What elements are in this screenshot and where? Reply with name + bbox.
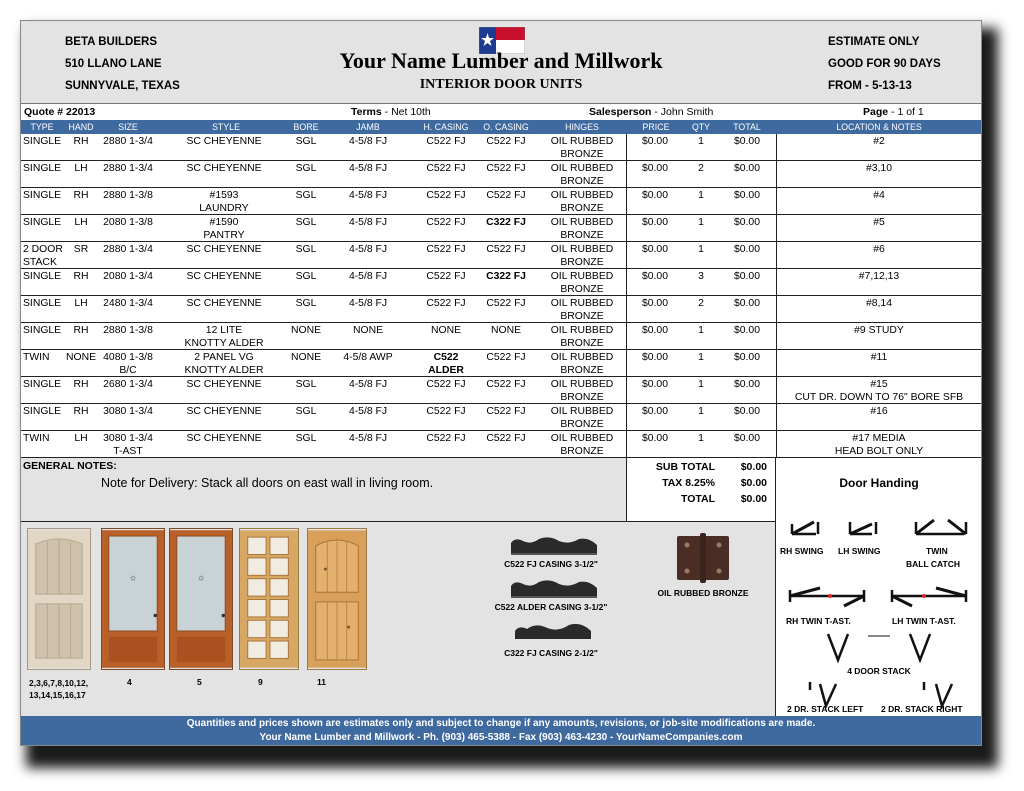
table-row-6 xyxy=(21,269,981,296)
cell-hand: RH xyxy=(73,379,89,390)
door-handing-panel xyxy=(775,458,981,716)
svg-text:✿: ✿ xyxy=(198,574,204,583)
cell-qty: 1 xyxy=(698,217,704,228)
cell-bore: SGL xyxy=(295,298,317,309)
cell-bore: SGL xyxy=(295,244,317,255)
cell-qty: 1 xyxy=(698,379,704,390)
cell-type: SINGLE xyxy=(23,136,62,147)
cell-price: $0.00 xyxy=(641,163,668,174)
terms-label: Terms xyxy=(351,106,382,118)
cell-bore: SGL xyxy=(295,217,317,228)
rh-twin-label: RH TWIN T-AST. xyxy=(786,616,851,626)
cell-hcasing: C522 ALDER xyxy=(428,352,464,376)
ball-catch-label: BALL CATCH xyxy=(906,559,960,569)
twin-astragal-diagram-icon xyxy=(784,582,974,610)
table-header xyxy=(21,120,981,134)
cell-price: $0.00 xyxy=(641,244,668,255)
cell-hcasing: NONE xyxy=(430,325,462,336)
cell-hcasing: C522 FJ xyxy=(426,433,466,444)
col-hand: HAND xyxy=(68,122,94,132)
cell-bore: SGL xyxy=(295,433,317,444)
cell-hinges: OIL RUBBED BRONZE xyxy=(550,406,614,430)
cell-price: $0.00 xyxy=(641,190,668,201)
four-door-stack-label: 4 DOOR STACK xyxy=(847,666,911,676)
glass-lite xyxy=(248,558,266,575)
page-value: - 1 of 1 xyxy=(888,106,924,118)
cell-jamb: NONE xyxy=(352,325,384,336)
cell-divider xyxy=(626,242,627,269)
cell-size: 2880 1-3/4 xyxy=(103,163,153,174)
glass-lite xyxy=(248,599,266,616)
table-row-1 xyxy=(21,134,981,161)
cell-hinges: OIL RUBBED BRONZE xyxy=(550,217,614,241)
cell-style: 2 PANEL VG KNOTTY ALDER xyxy=(184,352,264,376)
cell-hcasing: C522 FJ xyxy=(426,163,466,174)
cell-qty: 2 xyxy=(698,298,704,309)
cell-divider xyxy=(626,323,627,350)
cell-divider xyxy=(626,269,627,296)
rh-swing-label: RH SWING xyxy=(780,546,824,556)
cell-size: 2880 1-3/4 xyxy=(103,136,153,147)
cell-style: SC CHEYENNE xyxy=(186,298,262,309)
cell-style: SC CHEYENNE xyxy=(186,406,262,417)
door-photo-2-panel xyxy=(307,528,367,670)
cell-hand: RH xyxy=(73,406,89,417)
cell-ocasing: C322 FJ xyxy=(486,217,526,228)
footer xyxy=(21,716,981,746)
glass-lite xyxy=(270,620,288,637)
footer-disclaimer: Quantities and prices shown are estimates only and subject to change if any amounts, revisions, or job-site modifications are made. xyxy=(186,718,816,729)
cell-type: SINGLE xyxy=(23,217,62,228)
door-label-cheyenne xyxy=(29,677,88,701)
cell-divider xyxy=(626,404,627,431)
estimate-line-1: ESTIMATE ONLY xyxy=(828,36,920,48)
cell-notes: #16 xyxy=(870,406,888,417)
cell-size: 3080 1-3/4 xyxy=(103,406,153,417)
cell-total: $0.00 xyxy=(733,244,760,255)
cell-hinges: OIL RUBBED BRONZE xyxy=(550,352,614,376)
cell-type: SINGLE xyxy=(23,325,62,336)
lh-swing-label: LH SWING xyxy=(838,546,881,556)
estimate-line-2: GOOD FOR 90 DAYS xyxy=(828,58,941,70)
door-photo-laundry xyxy=(101,528,165,670)
cell-qty: 1 xyxy=(698,244,704,255)
cell-jamb: 4-5/8 FJ xyxy=(348,433,388,444)
svg-text:✿: ✿ xyxy=(130,574,136,583)
cell-hcasing: C522 FJ xyxy=(426,298,466,309)
glass-lite xyxy=(248,579,266,596)
cell-hcasing: C522 FJ xyxy=(426,136,466,147)
table-row-12 xyxy=(21,431,981,458)
twin-label: TWIN xyxy=(926,546,948,556)
cell-hinges: OIL RUBBED BRONZE xyxy=(550,163,614,187)
cell-jamb: 4-5/8 FJ xyxy=(348,217,388,228)
cell-type: SINGLE xyxy=(23,379,62,390)
cell-size: 2080 1-3/8 xyxy=(103,217,153,228)
general-notes-text: Note for Delivery: Stack all doors on east wall in living room. xyxy=(101,476,434,490)
col-total: TOTAL xyxy=(733,122,761,132)
cell-notes: #7,12,13 xyxy=(858,271,900,282)
cell-qty: 1 xyxy=(698,136,704,147)
casing-label-c322-fj: C322 FJ CASING 2-1/2" xyxy=(504,648,598,658)
cell-bore: SGL xyxy=(295,163,317,174)
cell-qty: 1 xyxy=(698,352,704,363)
estimate-line-3: FROM - 5-13-13 xyxy=(828,80,912,92)
cell-qty: 1 xyxy=(698,406,704,417)
cell-size: 3080 1-3/4 T-AST xyxy=(103,433,153,457)
cell-ocasing: C522 FJ xyxy=(486,190,526,201)
four-door-stack-icon xyxy=(824,630,934,664)
cell-qty: 3 xyxy=(698,271,704,282)
cell-hand: NONE xyxy=(65,352,97,363)
door-handing-title: Door Handing xyxy=(839,476,919,490)
glass-lite xyxy=(270,599,288,616)
col-qty: QTY xyxy=(691,122,711,132)
salesperson-label: Salesperson xyxy=(589,106,652,118)
cell-type: TWIN xyxy=(23,433,50,444)
company-street: 510 LLANO LANE xyxy=(65,58,162,70)
cell-type: SINGLE xyxy=(23,271,62,282)
col-price: PRICE xyxy=(642,122,670,132)
cell-bore: SGL xyxy=(295,190,317,201)
col-location-notes: LOCATION & NOTES xyxy=(836,122,922,132)
door-photo-12-lite xyxy=(239,528,299,670)
cell-jamb: 4-5/8 FJ xyxy=(348,271,388,282)
door-photo-cheyenne xyxy=(27,528,91,670)
casing-label-c522-alder: C522 ALDER CASING 3-1/2" xyxy=(494,602,608,612)
cell-price: $0.00 xyxy=(641,406,668,417)
cell-ocasing: C522 FJ xyxy=(486,244,526,255)
stack-left-label: 2 DR. STACK LEFT xyxy=(787,704,864,714)
cell-notes: #4 xyxy=(873,190,885,201)
cell-jamb: 4-5/8 FJ xyxy=(348,379,388,390)
cell-hand: RH xyxy=(73,325,89,336)
table-row-9 xyxy=(21,350,981,377)
cell-price: $0.00 xyxy=(641,298,668,309)
cell-notes: #5 xyxy=(873,217,885,228)
door-label-line-2: 13,14,15,16,17 xyxy=(29,690,86,700)
cell-style: SC CHEYENNE xyxy=(186,379,262,390)
cell-price: $0.00 xyxy=(641,136,668,147)
cell-notes: #8,14 xyxy=(865,298,892,309)
page-subtitle: INTERIOR DOOR UNITS xyxy=(419,77,583,92)
table-row-10 xyxy=(21,377,981,404)
salesperson xyxy=(589,106,713,118)
swing-diagram-icon xyxy=(784,510,974,538)
general-notes-label: GENERAL NOTES: xyxy=(23,460,117,472)
door-label-2-panel: 11 xyxy=(317,677,326,687)
cell-notes: #6 xyxy=(873,244,885,255)
stack-right-label: 2 DR. STACK RIGHT xyxy=(881,704,963,714)
casing-label-c522-fj: C522 FJ CASING 3-1/2" xyxy=(504,559,598,569)
glass-lite xyxy=(248,641,266,658)
cell-notes: #3,10 xyxy=(865,163,892,174)
page-indicator xyxy=(863,106,924,118)
quote-number: Quote # 22013 xyxy=(24,106,96,118)
quote-info-row xyxy=(21,103,981,120)
cell-total: $0.00 xyxy=(733,298,760,309)
estimate-block xyxy=(828,31,941,97)
totals-box xyxy=(626,458,776,521)
door-label-12-lite: 9 xyxy=(258,677,263,687)
cell-price: $0.00 xyxy=(641,433,668,444)
cell-jamb: 4-5/8 FJ xyxy=(348,163,388,174)
casing-profile-icon xyxy=(513,619,593,641)
cell-hand: LH xyxy=(74,163,88,174)
casing-profile-icon xyxy=(509,533,599,555)
cell-style: #1593 LAUNDRY xyxy=(199,190,249,214)
footer-contact: Your Name Lumber and Millwork - Ph. (903) 465-5388 - Fax (903) 463-4230 - YourNameCompanies.com xyxy=(259,732,743,743)
company-block xyxy=(65,31,180,97)
col-ocasing: O. CASING xyxy=(483,122,529,132)
cell-hand: RH xyxy=(73,136,89,147)
cell-hcasing: C522 FJ xyxy=(426,190,466,201)
cell-type: 2 DOOR STACK xyxy=(23,244,63,268)
cell-hinges: OIL RUBBED BRONZE xyxy=(550,433,614,457)
col-type: TYPE xyxy=(30,122,54,132)
col-jamb: JAMB xyxy=(356,122,380,132)
cell-hinges: OIL RUBBED BRONZE xyxy=(550,325,614,349)
header xyxy=(21,21,981,103)
cell-bore: SGL xyxy=(295,136,317,147)
grand-total-label: TOTAL xyxy=(680,493,715,505)
lh-twin-label: LH TWIN T-AST. xyxy=(892,616,956,626)
door-label-laundry: 4 xyxy=(127,677,132,687)
cell-total: $0.00 xyxy=(733,190,760,201)
hinge-label: OIL RUBBED BRONZE xyxy=(657,588,749,598)
glass-lite xyxy=(270,579,288,596)
cell-hand: RH xyxy=(73,271,89,282)
estimate-sheet xyxy=(20,20,982,746)
table-row-5 xyxy=(21,242,981,269)
subtotal-value: $0.00 xyxy=(740,461,767,473)
table-row-11 xyxy=(21,404,981,431)
cell-divider xyxy=(626,296,627,323)
cell-divider xyxy=(626,350,627,377)
cell-bore: SGL xyxy=(295,271,317,282)
cell-style: SC CHEYENNE xyxy=(186,163,262,174)
door-table xyxy=(21,134,981,458)
cell-size: 2080 1-3/4 xyxy=(103,271,153,282)
cell-ocasing: C322 FJ xyxy=(486,271,526,282)
cell-notes: #15 CUT DR. DOWN TO 76" BORE SFB xyxy=(794,379,964,403)
cell-hand: LH xyxy=(74,298,88,309)
hinge-icon xyxy=(675,533,731,583)
glass-lite xyxy=(248,620,266,637)
door-photo-pantry xyxy=(169,528,233,670)
cell-price: $0.00 xyxy=(641,217,668,228)
cell-jamb: 4-5/8 FJ xyxy=(348,406,388,417)
cell-price: $0.00 xyxy=(641,379,668,390)
cell-type: SINGLE xyxy=(23,406,62,417)
cell-jamb: 4-5/8 FJ xyxy=(348,190,388,201)
cell-notes: #17 MEDIA HEAD BOLT ONLY xyxy=(834,433,924,457)
cell-hand: SR xyxy=(73,244,89,255)
casing-profile-icon xyxy=(509,576,599,598)
page-title: Your Name Lumber and Millwork xyxy=(339,48,663,73)
cell-style: SC CHEYENNE xyxy=(186,271,262,282)
company-name: BETA BUILDERS xyxy=(65,36,157,48)
cell-jamb: 4-5/8 FJ xyxy=(348,298,388,309)
cell-type: SINGLE xyxy=(23,163,62,174)
cell-qty: 1 xyxy=(698,325,704,336)
cell-price: $0.00 xyxy=(641,271,668,282)
company-city: SUNNYVALE, TEXAS xyxy=(65,80,180,92)
cell-ocasing: C522 FJ xyxy=(486,136,526,147)
cell-hcasing: C522 FJ xyxy=(426,406,466,417)
cell-hinges: OIL RUBBED BRONZE xyxy=(550,379,614,403)
cell-type: SINGLE xyxy=(23,298,62,309)
cell-divider xyxy=(626,215,627,242)
cell-style: #1590 PANTRY xyxy=(203,217,245,241)
salesperson-value: - John Smith xyxy=(651,106,714,118)
cell-notes: #9 STUDY xyxy=(854,325,904,336)
cell-notes: #2 xyxy=(873,136,885,147)
cell-jamb: 4-5/8 FJ xyxy=(348,136,388,147)
table-row-4 xyxy=(21,215,981,242)
col-bore: BORE xyxy=(293,122,319,132)
cell-hcasing: C522 FJ xyxy=(426,244,466,255)
cell-ocasing: C522 FJ xyxy=(486,433,526,444)
cell-price: $0.00 xyxy=(641,352,668,363)
cell-total: $0.00 xyxy=(733,217,760,228)
cell-type: TWIN xyxy=(23,352,50,363)
cell-hand: RH xyxy=(73,190,89,201)
cell-hand: LH xyxy=(74,433,88,444)
cell-divider xyxy=(626,134,627,161)
cell-hcasing: C522 FJ xyxy=(426,271,466,282)
door-label-line-1: 2,3,6,7,8,10,12, xyxy=(29,678,89,688)
cell-hinges: OIL RUBBED BRONZE xyxy=(550,298,614,322)
cell-total: $0.00 xyxy=(733,352,760,363)
terms xyxy=(351,106,431,118)
cell-hand: LH xyxy=(74,217,88,228)
page-label: Page xyxy=(863,106,889,118)
cell-hinges: OIL RUBBED BRONZE xyxy=(550,190,614,214)
cell-total: $0.00 xyxy=(733,433,760,444)
col-size: SIZE xyxy=(118,122,138,132)
cell-total: $0.00 xyxy=(733,406,760,417)
cell-ocasing: C522 FJ xyxy=(486,406,526,417)
cell-style: 12 LITE KNOTTY ALDER xyxy=(184,325,264,349)
cell-total: $0.00 xyxy=(733,379,760,390)
subtotal-label: SUB TOTAL xyxy=(655,461,715,473)
table-row-3 xyxy=(21,188,981,215)
cell-total: $0.00 xyxy=(733,163,760,174)
cell-size: 2880 1-3/8 xyxy=(103,325,153,336)
cell-notes: #11 xyxy=(870,352,888,363)
table-row-7 xyxy=(21,296,981,323)
cell-size: 2680 1-3/4 xyxy=(103,379,153,390)
cell-hcasing: C522 FJ xyxy=(426,217,466,228)
cell-size: 2880 1-3/4 xyxy=(103,244,153,255)
cell-qty: 1 xyxy=(698,433,704,444)
cell-jamb: 4-5/8 AWP xyxy=(343,352,393,363)
cell-style: SC CHEYENNE xyxy=(186,244,262,255)
cell-hcasing: C522 FJ xyxy=(426,379,466,390)
cell-total: $0.00 xyxy=(733,325,760,336)
table-row-2 xyxy=(21,161,981,188)
cell-divider xyxy=(626,431,627,458)
cell-hinges: OIL RUBBED BRONZE xyxy=(550,271,614,295)
cell-total: $0.00 xyxy=(733,271,760,282)
cell-style: SC CHEYENNE xyxy=(186,433,262,444)
glass-lite xyxy=(270,641,288,658)
cell-total: $0.00 xyxy=(733,136,760,147)
cell-ocasing: C522 FJ xyxy=(486,163,526,174)
glass-lite xyxy=(248,537,266,554)
cell-qty: 1 xyxy=(698,190,704,201)
cell-ocasing: C522 FJ xyxy=(486,298,526,309)
cell-bore: SGL xyxy=(295,379,317,390)
cell-ocasing: C522 FJ xyxy=(486,379,526,390)
glass-lite xyxy=(270,537,288,554)
col-style: STYLE xyxy=(212,122,240,132)
cell-bore: NONE xyxy=(290,325,322,336)
cell-style: SC CHEYENNE xyxy=(186,136,262,147)
cell-size: 4080 1-3/8 B/C xyxy=(103,352,153,376)
terms-value: - Net 10th xyxy=(381,106,431,118)
cell-divider xyxy=(626,161,627,188)
door-label-pantry: 5 xyxy=(197,677,202,687)
table-row-8 xyxy=(21,323,981,350)
grand-total-value: $0.00 xyxy=(740,493,767,505)
cell-hinges: OIL RUBBED BRONZE xyxy=(550,136,614,160)
cell-ocasing: NONE xyxy=(490,325,522,336)
cell-hinges: OIL RUBBED BRONZE xyxy=(550,244,614,268)
cell-size: 2480 1-3/4 xyxy=(103,298,153,309)
col-hcasing: H. CASING xyxy=(423,122,469,132)
cell-price: $0.00 xyxy=(641,325,668,336)
cell-ocasing: C522 FJ xyxy=(486,352,526,363)
cell-divider xyxy=(626,188,627,215)
cell-divider xyxy=(626,377,627,404)
cell-bore: NONE xyxy=(290,352,322,363)
tax-value: $0.00 xyxy=(740,477,767,489)
tax-label: TAX 8.25% xyxy=(662,477,715,489)
cell-size: 2880 1-3/8 xyxy=(103,190,153,201)
cell-qty: 2 xyxy=(698,163,704,174)
cell-bore: SGL xyxy=(295,406,317,417)
cell-type: SINGLE xyxy=(23,190,62,201)
col-hinges: HINGES xyxy=(565,122,599,132)
glass-lite xyxy=(270,558,288,575)
cell-jamb: 4-5/8 FJ xyxy=(348,244,388,255)
